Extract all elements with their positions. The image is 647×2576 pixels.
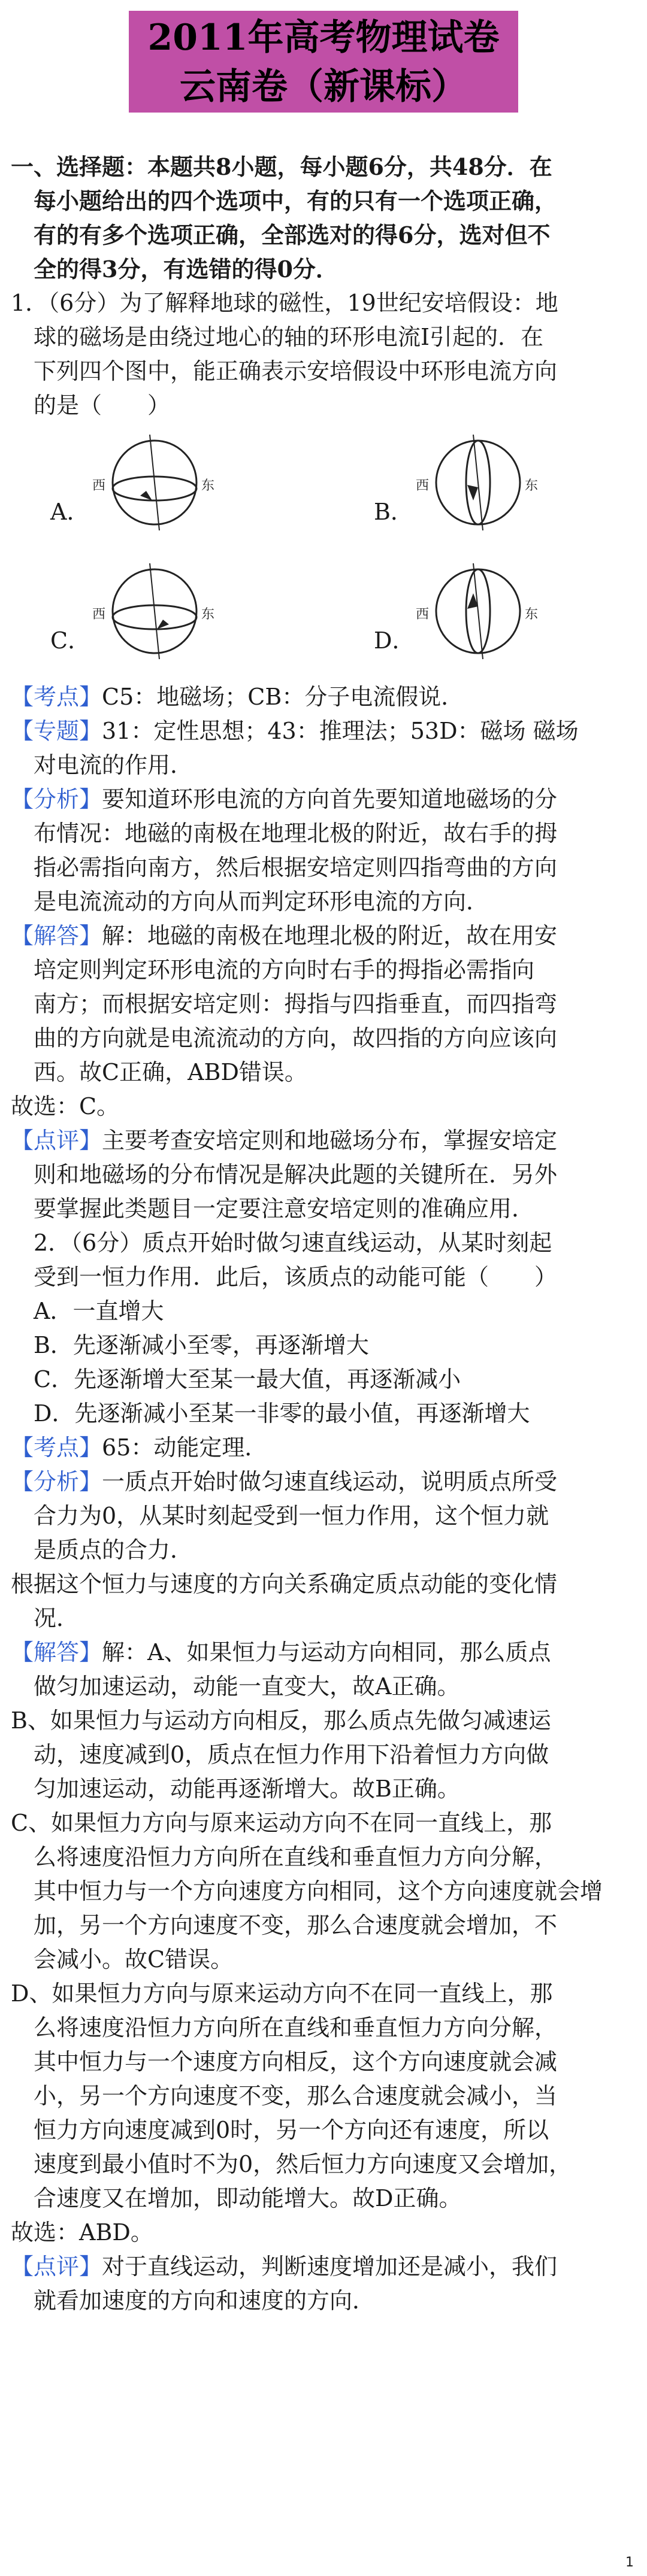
jieda-text: 解：A、如果恒力与运动方向相同，那么质点 (102, 1639, 551, 1665)
q1-jieda-line: 南方；而根据安培定则：拇指与四指垂直，而四指弯 (34, 991, 558, 1017)
q1-stem-line: 下列四个图中，能正确表示安培假设中环形电流方向 (34, 358, 558, 384)
west-label: 西 (416, 478, 430, 493)
q2-fenxi-line: 合力为0，从某时刻起受到一恒力作用，这个恒力就 (34, 1503, 549, 1529)
q1-stem-line: 1．（6分）为了解释地球的磁性，19世纪安培假设：地 (11, 290, 558, 316)
q2-dianping-line: 就看加速度的方向和速度的方向． (34, 2287, 376, 2314)
q2-d-line: 合速度又在增加，即动能增大。故D正确。 (34, 2185, 462, 2211)
kaodian-tag: 【考点】 (11, 1434, 102, 1461)
q1-jieda-line: 西。故C正确，ABD错误。 (34, 1059, 307, 1085)
kaodian-tag: 【考点】 (11, 684, 102, 710)
section-heading-line: 每小题给出的四个选项中，有的只有一个选项正确， (34, 187, 558, 214)
fenxi-tag: 【分析】 (11, 786, 102, 812)
west-label: 西 (92, 607, 106, 622)
east-label: 东 (201, 478, 215, 493)
title-banner (129, 11, 518, 113)
dianping-tag: 【点评】 (11, 2253, 102, 2280)
q2-d-line: D、如果恒力方向与原来运动方向不在同一直线上，那 (11, 1980, 553, 2007)
content (11, 150, 636, 2318)
fenxi-tag: 【分析】 (11, 1468, 102, 1495)
earth-current-diagram-c (92, 551, 215, 674)
q2-option-d[interactable]: D．先逐渐减小至某一非零的最小值，再逐渐增大 (34, 1400, 530, 1427)
q1-answer: 故选：C。 (11, 1093, 120, 1119)
q2-c-line: C、如果恒力方向与原来运动方向不在同一直线上，那 (11, 1810, 552, 1836)
q2-stem-line: 2．（6分）质点开始时做匀速直线运动，从某时刻起 (34, 1230, 552, 1256)
q2-fenxi-line: 是质点的合力． (34, 1537, 194, 1563)
q1-jieda-line: 培定则判定环形电流的方向时右手的拇指必需指向 (34, 957, 535, 983)
q2-d-line: 速度到最小值时不为0，然后恒力方向速度又会增加， (34, 2151, 572, 2177)
section-heading-line: 一、选择题：本题共8小题，每小题6分，共48分．在 (11, 153, 552, 180)
title-line-2: 云南卷（新课标） (180, 66, 467, 108)
jieda-tag: 【解答】 (11, 1639, 102, 1665)
q2-d-line: 么将速度沿恒力方向所在直线和垂直恒力方向分解， (34, 2014, 558, 2041)
q2-fenxi-cont: 况． (34, 1605, 80, 1631)
title-line-1: 2011年高考物理试卷 (147, 17, 500, 59)
q2-c-line: 加，另一个方向速度不变，那么合速度就会增加，不 (34, 1912, 558, 1938)
q1-fenxi-line: 布情况：地磁的南极在地理北极的附近，故右手的拇 (34, 820, 558, 846)
section-heading-line: 全的得3分，有选错的得0分． (34, 256, 338, 283)
east-label: 东 (201, 607, 215, 622)
option-label: C． (50, 627, 91, 654)
east-label: 东 (525, 607, 539, 622)
zhuanti-tag: 【专题】 (11, 718, 102, 744)
earth-current-diagram-d (418, 551, 538, 674)
q1-zhuanti-cont: 对电流的作用． (34, 752, 194, 778)
q2-d-line: 其中恒力与一个速度方向相反，这个方向速度就会减 (34, 2049, 558, 2075)
q1-kaodian (11, 680, 636, 714)
east-label: 东 (525, 478, 539, 493)
q1-figure-row-1 (11, 423, 636, 551)
fenxi-text: 一质点开始时做匀速直线运动，说明质点所受 (102, 1468, 558, 1495)
q1-option-d[interactable] (346, 551, 634, 680)
q2-b-line: 匀加速运动，动能再逐渐增大。故B正确。 (34, 1776, 460, 1802)
q1-dianping-line: 要掌握此类题目一定要注意安培定则的准确应用． (34, 1196, 535, 1222)
earth-current-diagram-a (92, 423, 215, 545)
q2-c-line: 会减小。故C错误。 (34, 1946, 234, 1973)
q2-jieda-line: 做匀加速运动，动能一直变大，故A正确。 (34, 1673, 460, 1700)
west-label: 西 (416, 607, 430, 622)
dianping-text: 主要考查安培定则和地磁场分布，掌握安培定 (102, 1127, 558, 1154)
q1-fenxi (11, 782, 636, 817)
q2-fenxi-cont: 根据这个恒力与速度的方向关系确定质点动能的变化情 (11, 1571, 558, 1597)
q1-jieda (11, 919, 636, 953)
dianping-tag: 【点评】 (11, 1127, 102, 1154)
section-heading-line: 有的有多个选项正确，全部选对的得6分，选对但不 (34, 222, 551, 248)
q2-c-line: 么将速度沿恒力方向所在直线和垂直恒力方向分解， (34, 1844, 558, 1870)
q2-answer: 故选：ABD。 (11, 2219, 153, 2246)
q1-dianping (11, 1124, 636, 1158)
jieda-text: 解：地磁的南极在地理北极的附近，故在用安 (102, 923, 558, 949)
q1-zhuanti (11, 714, 636, 748)
q1-stem-line: 球的磁场是由绕过地心的轴的环形电流I引起的．在 (34, 324, 544, 350)
q2-kaodian (11, 1431, 636, 1465)
q1-fenxi-line: 指必需指向南方，然后根据安培定则四指弯曲的方向 (34, 854, 558, 881)
page-number: 1 (625, 2555, 634, 2570)
q2-stem-line: 受到一恒力作用．此后，该质点的动能可能（ ） (34, 1264, 558, 1290)
q2-d-line: 小，另一个方向速度不变，那么合速度就会减小，当 (34, 2083, 558, 2109)
q2-jieda (11, 1636, 636, 1670)
earth-current-diagram-b (418, 423, 538, 545)
question-1 (11, 286, 636, 1226)
question-2 (11, 1226, 636, 2318)
q2-d-line: 恒力方向速度减到0时，另一个方向还有速度，所以 (34, 2117, 549, 2143)
q1-dianping-line: 则和地磁场的分布情况是解决此题的关键所在．另外 (34, 1161, 558, 1188)
q1-option-b[interactable] (346, 423, 634, 551)
q2-c-line: 其中恒力与一个方向速度方向相同，这个方向速度就会增 (34, 1878, 603, 1904)
q2-fenxi (11, 1465, 636, 1499)
kaodian-text: 65：动能定理． (102, 1434, 268, 1461)
option-label: D． (374, 627, 415, 654)
q1-option-a[interactable] (23, 423, 310, 551)
jieda-tag: 【解答】 (11, 923, 102, 949)
q1-fenxi-line: 是电流流动的方向从而判定环形电流的方向． (34, 888, 489, 915)
q1-stem-line: 的是（ ） (34, 392, 171, 418)
fenxi-text: 要知道环形电流的方向首先要知道地磁场的分 (102, 786, 558, 812)
q1-figure-row-2 (11, 551, 636, 680)
option-label: B． (374, 499, 413, 525)
q1-jieda-line: 曲的方向就是电流流动的方向，故四指的方向应该向 (34, 1025, 558, 1051)
q2-option-b[interactable]: B．先逐渐减小至零，再逐渐增大 (34, 1332, 369, 1358)
q2-b-line: B、如果恒力与运动方向相反，那么质点先做匀减速运 (11, 1707, 551, 1734)
q2-b-line: 动，速度减到0，质点在恒力作用下沿着恒力方向做 (34, 1741, 549, 1768)
kaodian-text: C5：地磁场；CB：分子电流假说． (102, 684, 464, 710)
q1-option-c[interactable] (23, 551, 310, 680)
west-label: 西 (92, 478, 106, 493)
q2-option-a[interactable]: A．一直增大 (34, 1298, 164, 1324)
zhuanti-text: 31：定性思想；43：推理法；53D：磁场 磁场 (102, 718, 579, 744)
dianping-text: 对于直线运动，判断速度增加还是减小，我们 (102, 2253, 558, 2280)
option-label: A． (50, 499, 90, 525)
q2-option-c[interactable]: C．先逐渐增大至某一最大值，再逐渐减小 (34, 1366, 461, 1392)
section-heading (11, 150, 636, 286)
q2-dianping (11, 2250, 636, 2284)
